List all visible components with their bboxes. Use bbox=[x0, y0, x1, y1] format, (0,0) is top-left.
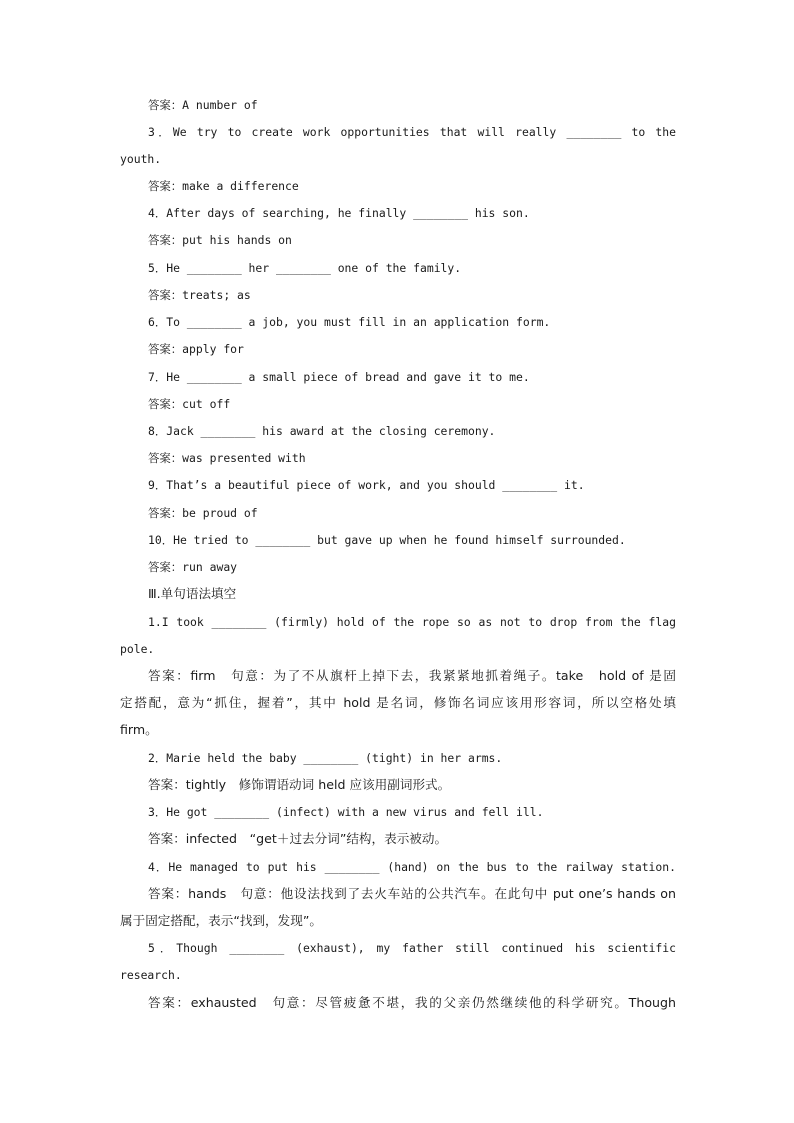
answer-explanation-line-continued: firm。 bbox=[120, 722, 158, 737]
question-line: 1.I took ________ (firmly) hold of the rope so as not to drop from the flag bbox=[148, 615, 676, 629]
answer-line: 答案：was presented with bbox=[148, 451, 306, 465]
answer-line: 答案：put his hands on bbox=[148, 233, 292, 247]
answer-explanation-line: 答案：hands 句意：他设法找到了去火车站的公共汽车。在此句中 put one’s hands on bbox=[148, 886, 676, 901]
answer-explanation-line-continued: 定搭配，意为“抓住，握着”，其中 hold 是名词，修饰名词应该用形容词，所以空格处填 bbox=[120, 695, 676, 710]
answer-line: 答案：be proud of bbox=[148, 506, 258, 520]
answer-explanation-line: 答案：tightly 修饰谓语动词 held 应该用副词形式。 bbox=[148, 777, 451, 792]
answer-explanation-line: 答案：exhausted 句意：尽管疲惫不堪，我的父亲仍然继续他的科学研究。Though bbox=[148, 995, 676, 1010]
answer-line: 答案：run away bbox=[148, 560, 238, 574]
question-line: 4．After days of searching, he finally ________ his son. bbox=[148, 206, 530, 220]
answer-line: 答案：apply for bbox=[148, 342, 244, 356]
question-line: 8．Jack ________ his award at the closing ceremony. bbox=[148, 424, 496, 438]
answer-explanation-line: 答案：firm 句意：为了不从旗杆上掉下去，我紧紧地抓着绳子。take hold of 是固 bbox=[148, 668, 676, 683]
question-line: 4．He managed to put his ________ (hand) on the bus to the railway station. bbox=[148, 860, 676, 874]
question-line: 3．We try to create work opportunities that will really ________ to the bbox=[148, 125, 676, 139]
question-line: 2．Marie held the baby ________ (tight) in her arms. bbox=[148, 751, 503, 765]
question-line: 9．That’s a beautiful piece of work, and you should ________ it. bbox=[148, 478, 585, 492]
question-line: 5．He ________ her ________ one of the family. bbox=[148, 261, 462, 275]
question-line: 10．He tried to ________ but gave up when he found himself surrounded. bbox=[148, 533, 626, 547]
question-line-continued: pole. bbox=[120, 642, 155, 656]
answer-line: 答案：cut off bbox=[148, 397, 231, 411]
question-line-continued: youth. bbox=[120, 152, 162, 166]
section-heading: Ⅲ.单句语法填空 bbox=[148, 586, 237, 601]
question-line: 7．He ________ a small piece of bread and gave it to me. bbox=[148, 370, 530, 384]
answer-explanation-line: 答案：infected “get＋过去分词”结构，表示被动。 bbox=[148, 831, 448, 846]
answer-line: 答案：treats; as bbox=[148, 288, 251, 302]
answer-explanation-line-continued: 属于固定搭配，表示“找到，发现”。 bbox=[120, 913, 322, 928]
question-line-continued: research. bbox=[120, 968, 182, 982]
answer-line: 答案：make a difference bbox=[148, 179, 299, 193]
question-line: 3．He got ________ (infect) with a new virus and fell ill. bbox=[148, 805, 544, 819]
question-line: 6．To ________ a job, you must fill in an application form. bbox=[148, 315, 551, 329]
question-line: 5．Though ________ (exhaust), my father still continued his scientific bbox=[148, 941, 676, 955]
answer-line: 答案：A number of bbox=[148, 98, 258, 112]
